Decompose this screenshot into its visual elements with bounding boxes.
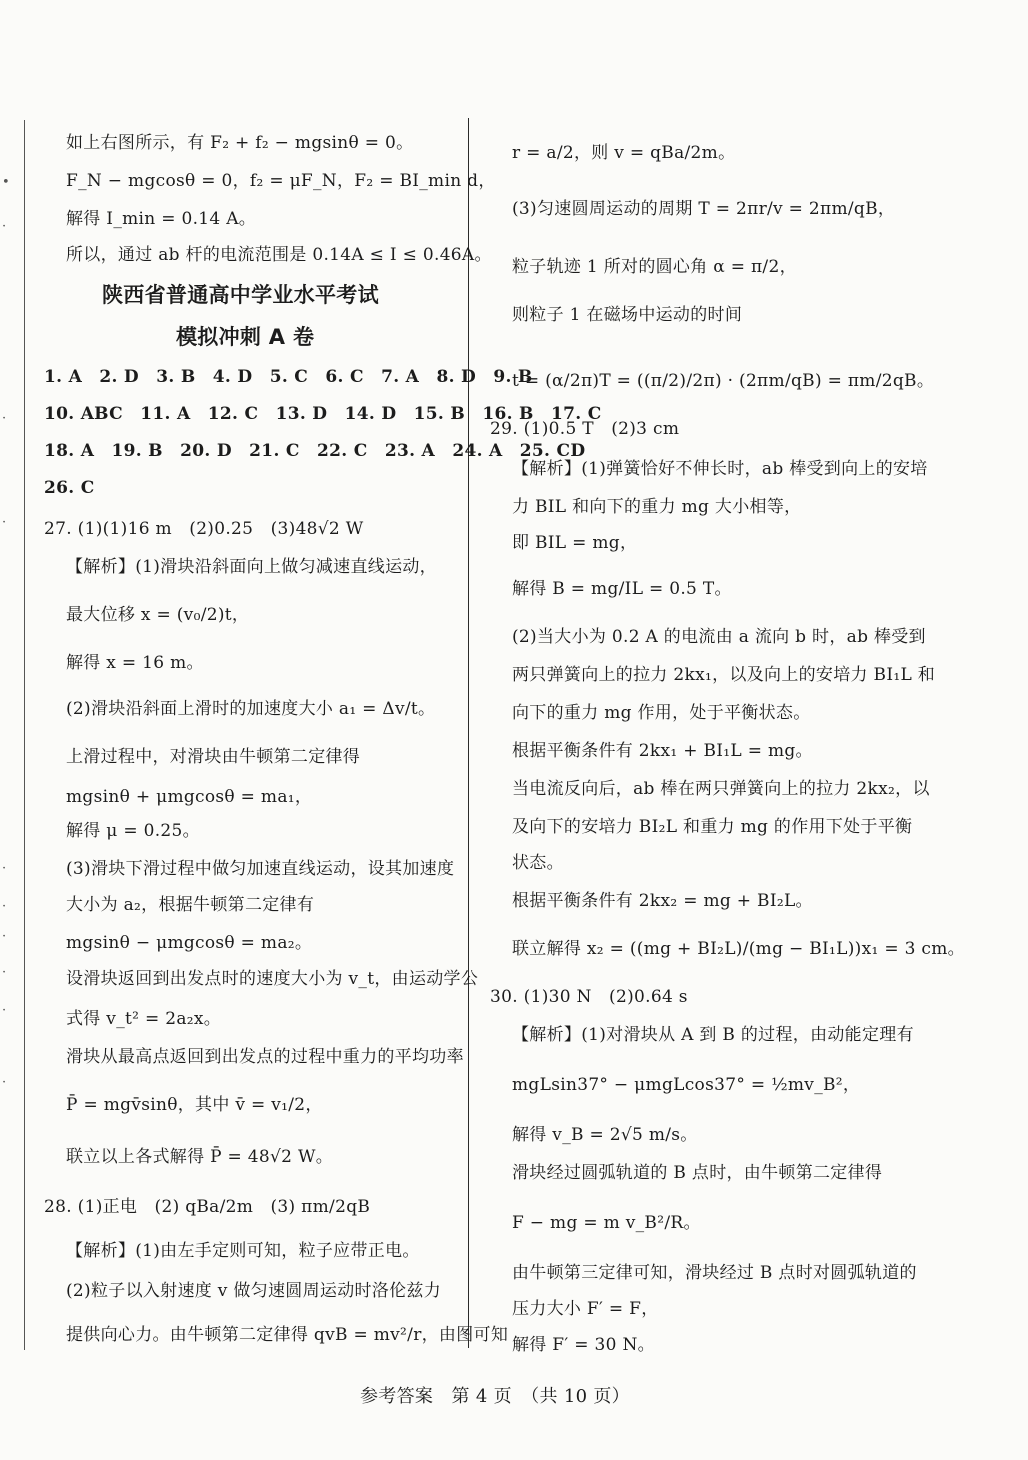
text-line: 27. (1)(1)16 m (2)0.25 (3)48√2 W xyxy=(44,519,364,539)
text-line: 粒子轨迹 1 所对的圆心角 α = π/2， xyxy=(512,257,797,277)
text-line: 解得 v_B = 2√5 m/s。 xyxy=(512,1125,698,1145)
text-line: 即 BIL = mg， xyxy=(512,533,638,553)
text-line: 30. (1)30 N (2)0.64 s xyxy=(490,987,688,1007)
text-line: 向下的重力 mg 作用，处于平衡状态。 xyxy=(512,703,811,723)
text-line: 【解析】(1)对滑块从 A 到 B 的过程，由动能定理有 xyxy=(512,1025,914,1045)
text-line: mgLsin37° − μmgLcos37° = ½mv_B²， xyxy=(512,1075,861,1095)
text-line: (3)匀速圆周运动的周期 T = 2πr/v = 2πm/qB， xyxy=(512,199,896,219)
text-line: t = (α/2π)T = ((π/2)/2π) · (2πm/qB) = πm/2qB。 xyxy=(512,371,935,391)
text-line: (2)滑块沿斜面上滑时的加速度大小 a₁ = Δv/t。 xyxy=(66,699,436,719)
edge-mark: · xyxy=(2,899,7,914)
text-line: P̄ = mgv̄sinθ，其中 v̄ = v₁/2， xyxy=(66,1095,323,1115)
text-line: 28. (1)正电 (2) qBa/2m (3) πm/2qB xyxy=(44,1197,371,1217)
edge-mark: · xyxy=(2,965,7,980)
text-line: 【解析】(1)弹簧恰好不伸长时，ab 棒受到向上的安培 xyxy=(512,459,928,479)
text-line: mgsinθ − μmgcosθ = ma₂。 xyxy=(66,933,313,953)
text-line: 力 BIL 和向下的重力 mg 大小相等， xyxy=(512,497,802,517)
text-line: 联立解得 x₂ = ((mg + BI₂L)/(mg − BI₁L))x₁ = 3 cm。 xyxy=(512,939,965,959)
text-line: 如上右图所示，有 F₂ + f₂ − mgsinθ = 0。 xyxy=(66,133,414,153)
text-line: 上滑过程中，对滑块由牛顿第二定律得 xyxy=(66,747,361,767)
text-line: 压力大小 F′ = F， xyxy=(512,1299,659,1319)
section-heading: 陕西省普通高中学业水平考试 xyxy=(102,283,379,307)
edge-mark: · xyxy=(2,515,7,530)
text-line: 解得 B = mg/IL = 0.5 T。 xyxy=(512,579,732,599)
text-line: 所以，通过 ab 杆的电流范围是 0.14A ≤ I ≤ 0.46A。 xyxy=(66,245,492,265)
text-line: 解得 μ = 0.25。 xyxy=(66,821,200,841)
text-line: mgsinθ + μmgcosθ = ma₁， xyxy=(66,787,313,807)
text-line: 10. ABC 11. A 12. C 13. D 14. D 15. B 16. B 17. C xyxy=(44,404,602,424)
text-line: 根据平衡条件有 2kx₂ = mg + BI₂L。 xyxy=(512,891,813,911)
edge-mark: · xyxy=(2,219,7,234)
text-line: 解得 x = 16 m。 xyxy=(66,653,204,673)
edge-mark: • xyxy=(2,175,10,190)
text-line: 则粒子 1 在磁场中运动的时间 xyxy=(512,305,743,325)
text-line: (2)当大小为 0.2 A 的电流由 a 流向 b 时，ab 棒受到 xyxy=(512,627,926,647)
text-line: 29. (1)0.5 T (2)3 cm xyxy=(490,419,680,439)
edge-mark: · xyxy=(2,929,7,944)
edge-mark: · xyxy=(2,411,7,426)
edge-mark: · xyxy=(2,861,7,876)
text-line: 设滑块返回到出发点时的速度大小为 v_t，由运动学公 xyxy=(66,969,479,989)
text-line: 解得 F′ = 30 N。 xyxy=(512,1335,655,1355)
text-line: 及向下的安培力 BI₂L 和重力 mg 的作用下处于平衡 xyxy=(512,817,913,837)
text-line: 提供向心力。由牛顿第二定律得 qvB = mv²/r，由图可知 xyxy=(66,1325,509,1345)
text-line: F − mg = m v_B²/R。 xyxy=(512,1213,701,1233)
text-line: 解得 I_min = 0.14 A。 xyxy=(66,209,257,229)
text-line: (2)粒子以入射速度 v 做匀速圆周运动时洛伦兹力 xyxy=(66,1281,441,1301)
edge-mark: · xyxy=(2,1075,7,1090)
text-line: 【解析】(1)由左手定则可知，粒子应带正电。 xyxy=(66,1241,420,1261)
text-line: 两只弹簧向上的拉力 2kx₁，以及向上的安培力 BI₁L 和 xyxy=(512,665,936,685)
edge-mark: · xyxy=(2,1003,7,1018)
text-line: 状态。 xyxy=(512,853,564,873)
text-line: (3)滑块下滑过程中做匀加速直线运动，设其加速度 xyxy=(66,859,455,879)
text-line: 滑块经过圆弧轨道的 B 点时，由牛顿第二定律得 xyxy=(512,1163,883,1183)
page-footer: 参考答案 第 4 页 （共 10 页） xyxy=(360,1386,630,1407)
text-line: 当电流反向后，ab 棒在两只弹簧向上的拉力 2kx₂，以 xyxy=(512,779,930,799)
text-line: 联立以上各式解得 P̄ = 48√2 W。 xyxy=(66,1147,334,1167)
text-line: 26. C xyxy=(44,478,95,498)
left-margin-rule xyxy=(24,120,25,1350)
text-line: 根据平衡条件有 2kx₁ + BI₁L = mg。 xyxy=(512,741,813,761)
text-line: F_N − mgcosθ = 0，f₂ = μF_N，F₂ = BI_min d， xyxy=(66,171,496,191)
text-line: 式得 v_t² = 2a₂x。 xyxy=(66,1009,222,1029)
text-line: 【解析】(1)滑块沿斜面向上做匀减速直线运动， xyxy=(66,557,437,577)
text-line: 由牛顿第三定律可知，滑块经过 B 点时对圆弧轨道的 xyxy=(512,1263,917,1283)
column-divider xyxy=(468,118,469,1348)
text-line: 1. A 2. D 3. B 4. D 5. C 6. C 7. A 8. D 9. B xyxy=(44,367,533,387)
text-line: 大小为 a₂，根据牛顿第二定律有 xyxy=(66,895,315,915)
text-line: 18. A 19. B 20. D 21. C 22. C 23. A 24. A 25. CD xyxy=(44,441,586,461)
text-line: 最大位移 x = (v₀/2)t， xyxy=(66,605,250,625)
text-line: r = a/2，则 v = qBa/2m。 xyxy=(512,143,736,163)
text-line: 滑块从最高点返回到出发点的过程中重力的平均功率 xyxy=(66,1047,464,1067)
section-heading: 模拟冲刺 A 卷 xyxy=(176,325,315,349)
